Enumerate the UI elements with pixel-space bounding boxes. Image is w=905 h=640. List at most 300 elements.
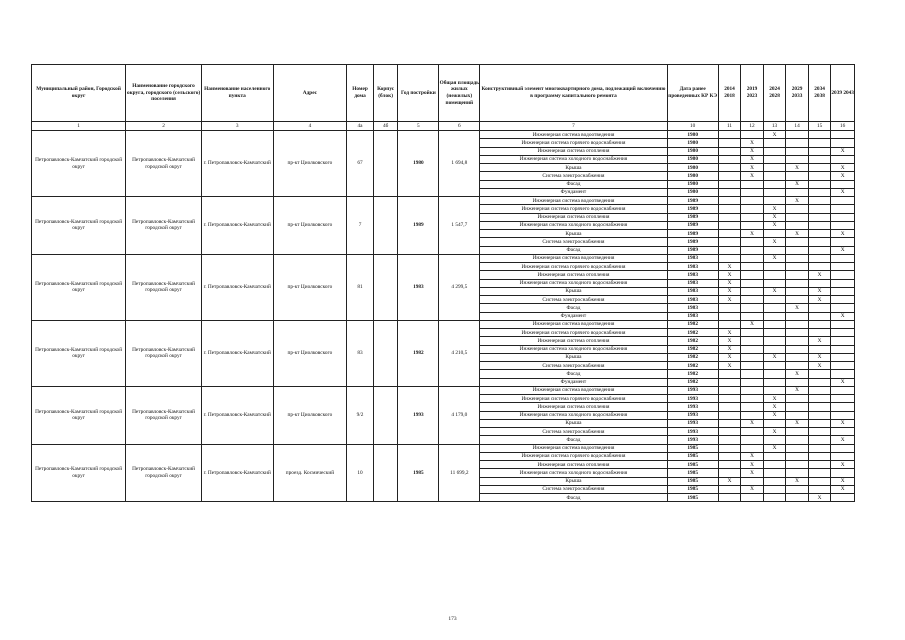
period-mark-cell bbox=[786, 320, 809, 328]
prior-repair-date-cell: 1989 bbox=[667, 230, 718, 238]
period-mark-cell: X bbox=[831, 378, 855, 386]
period-mark-cell bbox=[718, 254, 741, 262]
prior-repair-date-cell: 1993 bbox=[667, 395, 718, 403]
period-mark-cell bbox=[763, 494, 786, 502]
period-mark-cell: X bbox=[763, 444, 786, 452]
period-mark-cell bbox=[741, 263, 764, 271]
period-mark-cell bbox=[763, 461, 786, 469]
column-number: 4б bbox=[373, 122, 398, 131]
element-name-cell: Инженерная система горячего водоснабжения bbox=[480, 139, 667, 147]
table-row bbox=[32, 254, 855, 262]
period-mark-cell bbox=[763, 485, 786, 493]
element-name-cell: Система электроснабжения bbox=[480, 238, 667, 246]
element-name-cell: Инженерная система водоотведения bbox=[480, 320, 667, 328]
element-name-cell: Инженерная система горячего водоснабжения bbox=[480, 329, 667, 337]
period-mark-cell bbox=[786, 263, 809, 271]
period-mark-cell bbox=[718, 444, 741, 452]
period-mark-cell: X bbox=[741, 164, 764, 172]
table-row bbox=[32, 444, 855, 452]
period-mark-cell bbox=[831, 428, 855, 436]
period-mark-cell bbox=[808, 403, 831, 411]
period-mark-cell: X bbox=[786, 230, 809, 238]
period-mark-cell bbox=[763, 263, 786, 271]
prior-repair-date-cell: 1989 bbox=[667, 205, 718, 213]
period-mark-cell bbox=[786, 296, 809, 304]
period-mark-cell bbox=[808, 188, 831, 196]
period-mark-cell bbox=[831, 304, 855, 312]
period-mark-cell: X bbox=[831, 461, 855, 469]
period-mark-cell bbox=[741, 428, 764, 436]
locality-cell: г. Петропавловск-Камчатский bbox=[201, 131, 273, 197]
period-mark-cell bbox=[831, 386, 855, 394]
address-cell: пр-кт Циолковского bbox=[273, 197, 347, 255]
period-mark-cell bbox=[718, 205, 741, 213]
period-mark-cell bbox=[831, 271, 855, 279]
element-name-cell: Система электроснабжения bbox=[480, 362, 667, 370]
period-mark-cell bbox=[786, 205, 809, 213]
period-mark-cell bbox=[831, 287, 855, 295]
header-cell: Номер дома bbox=[347, 65, 374, 122]
element-name-cell: Инженерная система отопления bbox=[480, 461, 667, 469]
period-mark-cell bbox=[741, 246, 764, 254]
period-mark-cell bbox=[718, 395, 741, 403]
element-name-cell: Инженерная система водоотведения bbox=[480, 197, 667, 205]
period-mark-cell bbox=[808, 263, 831, 271]
period-mark-cell bbox=[831, 370, 855, 378]
prior-repair-date-cell: 1980 bbox=[667, 139, 718, 147]
period-mark-cell bbox=[808, 213, 831, 221]
period-mark-cell: X bbox=[831, 246, 855, 254]
period-mark-cell bbox=[808, 246, 831, 254]
period-mark-cell bbox=[718, 370, 741, 378]
element-name-cell: Фасад bbox=[480, 180, 667, 188]
period-mark-cell bbox=[763, 304, 786, 312]
period-mark-cell bbox=[763, 419, 786, 427]
header-cell: 2024 2028 bbox=[763, 65, 786, 122]
period-mark-cell bbox=[763, 477, 786, 485]
element-name-cell: Инженерная система холодного водоснабжения bbox=[480, 155, 667, 163]
period-mark-cell bbox=[786, 452, 809, 460]
column-number: 7 bbox=[480, 122, 667, 131]
column-number: 3 bbox=[201, 122, 273, 131]
period-mark-cell bbox=[718, 197, 741, 205]
period-mark-cell: X bbox=[718, 279, 741, 287]
period-mark-cell bbox=[808, 312, 831, 320]
district-cell: Петропавловск-Камчатский городской округ bbox=[32, 197, 126, 255]
area-cell: 4 299,5 bbox=[439, 254, 480, 320]
prior-repair-date-cell: 1985 bbox=[667, 494, 718, 502]
address-cell: проезд. Космический bbox=[273, 444, 347, 502]
period-mark-cell: X bbox=[741, 469, 764, 477]
period-mark-cell bbox=[786, 172, 809, 180]
period-mark-cell: X bbox=[831, 230, 855, 238]
period-mark-cell: X bbox=[831, 477, 855, 485]
period-mark-cell bbox=[831, 296, 855, 304]
period-mark-cell bbox=[786, 188, 809, 196]
element-name-cell: Инженерная система отопления bbox=[480, 147, 667, 155]
period-mark-cell: X bbox=[831, 419, 855, 427]
column-number: 4а bbox=[347, 122, 374, 131]
prior-repair-date-cell: 1980 bbox=[667, 164, 718, 172]
element-name-cell: Инженерная система горячего водоснабжения bbox=[480, 263, 667, 271]
column-number: 2 bbox=[126, 122, 202, 131]
period-mark-cell bbox=[808, 452, 831, 460]
period-mark-cell bbox=[786, 312, 809, 320]
locality-cell: г. Петропавловск-Камчатский bbox=[201, 197, 273, 255]
period-mark-cell bbox=[741, 378, 764, 386]
locality-cell: г. Петропавловск-Камчатский bbox=[201, 254, 273, 320]
header-cell: Дата ранее проведенных КР КЭ bbox=[667, 65, 718, 122]
period-mark-cell bbox=[741, 296, 764, 304]
period-mark-cell bbox=[763, 279, 786, 287]
block-cell bbox=[373, 386, 398, 444]
period-mark-cell bbox=[763, 188, 786, 196]
period-mark-cell bbox=[786, 362, 809, 370]
column-number: 10 bbox=[667, 122, 718, 131]
period-mark-cell bbox=[808, 436, 831, 444]
area-cell: 1 694,8 bbox=[439, 131, 480, 197]
period-mark-cell bbox=[741, 221, 764, 229]
period-mark-cell bbox=[763, 147, 786, 155]
period-mark-cell: X bbox=[741, 147, 764, 155]
period-mark-cell bbox=[808, 378, 831, 386]
column-number: 11 bbox=[718, 122, 741, 131]
period-mark-cell bbox=[741, 197, 764, 205]
period-mark-cell bbox=[831, 469, 855, 477]
period-mark-cell bbox=[831, 205, 855, 213]
prior-repair-date-cell: 1982 bbox=[667, 378, 718, 386]
address-cell: пр-кт Циолковского bbox=[273, 320, 347, 386]
period-mark-cell bbox=[808, 320, 831, 328]
period-mark-cell bbox=[831, 403, 855, 411]
period-mark-cell bbox=[741, 477, 764, 485]
period-mark-cell: X bbox=[831, 172, 855, 180]
period-mark-cell bbox=[808, 444, 831, 452]
period-mark-cell: X bbox=[763, 238, 786, 246]
header-cell: 2014 2018 bbox=[718, 65, 741, 122]
period-mark-cell bbox=[786, 411, 809, 419]
period-mark-cell bbox=[808, 180, 831, 188]
header-cell: Общая площадь жилых (нежилых) помещений bbox=[439, 65, 480, 122]
period-mark-cell: X bbox=[741, 452, 764, 460]
column-number: 16 bbox=[831, 122, 855, 131]
period-mark-cell bbox=[808, 428, 831, 436]
period-mark-cell bbox=[741, 188, 764, 196]
period-mark-cell bbox=[741, 131, 764, 139]
period-mark-cell bbox=[808, 205, 831, 213]
period-mark-cell: X bbox=[763, 213, 786, 221]
prior-repair-date-cell: 1983 bbox=[667, 263, 718, 271]
prior-repair-date-cell: 1980 bbox=[667, 155, 718, 163]
locality-cell: г. Петропавловск-Камчатский bbox=[201, 444, 273, 502]
period-mark-cell bbox=[808, 221, 831, 229]
period-mark-cell bbox=[786, 494, 809, 502]
prior-repair-date-cell: 1985 bbox=[667, 469, 718, 477]
prior-repair-date-cell: 1980 bbox=[667, 147, 718, 155]
element-name-cell: Инженерная система горячего водоснабжения bbox=[480, 452, 667, 460]
house-number-cell: 7 bbox=[347, 197, 374, 255]
period-mark-cell bbox=[831, 452, 855, 460]
period-mark-cell: X bbox=[718, 263, 741, 271]
district-cell: Петропавловск-Камчатский городской округ bbox=[32, 131, 126, 197]
period-mark-cell bbox=[808, 172, 831, 180]
period-mark-cell bbox=[763, 197, 786, 205]
period-mark-cell bbox=[741, 238, 764, 246]
period-mark-cell: X bbox=[741, 419, 764, 427]
area-cell: 4 179,0 bbox=[439, 386, 480, 444]
block-cell bbox=[373, 131, 398, 197]
table-row bbox=[32, 131, 855, 139]
prior-repair-date-cell: 1982 bbox=[667, 337, 718, 345]
period-mark-cell bbox=[718, 131, 741, 139]
prior-repair-date-cell: 1993 bbox=[667, 419, 718, 427]
period-mark-cell bbox=[763, 329, 786, 337]
prior-repair-date-cell: 1985 bbox=[667, 477, 718, 485]
capital-repair-table bbox=[31, 64, 855, 502]
period-mark-cell bbox=[718, 139, 741, 147]
period-mark-cell: X bbox=[831, 147, 855, 155]
period-mark-cell bbox=[741, 444, 764, 452]
period-mark-cell: X bbox=[786, 419, 809, 427]
period-mark-cell bbox=[718, 221, 741, 229]
header-cell: 2034 2038 bbox=[808, 65, 831, 122]
period-mark-cell bbox=[741, 329, 764, 337]
element-name-cell: Фасад bbox=[480, 370, 667, 378]
prior-repair-date-cell: 1989 bbox=[667, 238, 718, 246]
period-mark-cell bbox=[718, 494, 741, 502]
area-cell: 1 547,7 bbox=[439, 197, 480, 255]
period-mark-cell bbox=[808, 461, 831, 469]
district-cell: Петропавловск-Камчатский городской округ bbox=[32, 444, 126, 502]
column-number: 15 bbox=[808, 122, 831, 131]
element-name-cell: Крыша bbox=[480, 353, 667, 361]
prior-repair-date-cell: 1982 bbox=[667, 362, 718, 370]
prior-repair-date-cell: 1993 bbox=[667, 428, 718, 436]
house-number-cell: 10 bbox=[347, 444, 374, 502]
period-mark-cell bbox=[718, 172, 741, 180]
period-mark-cell bbox=[831, 444, 855, 452]
element-name-cell: Фасад bbox=[480, 436, 667, 444]
period-mark-cell bbox=[718, 312, 741, 320]
period-mark-cell bbox=[831, 254, 855, 262]
prior-repair-date-cell: 1993 bbox=[667, 436, 718, 444]
period-mark-cell: X bbox=[786, 304, 809, 312]
period-mark-cell bbox=[786, 254, 809, 262]
locality-cell: г. Петропавловск-Камчатский bbox=[201, 320, 273, 386]
period-mark-cell: X bbox=[763, 411, 786, 419]
period-mark-cell bbox=[786, 131, 809, 139]
page-number: 173 bbox=[448, 616, 457, 622]
prior-repair-date-cell: 1983 bbox=[667, 304, 718, 312]
prior-repair-date-cell: 1993 bbox=[667, 411, 718, 419]
element-name-cell: Инженерная система холодного водоснабжения bbox=[480, 279, 667, 287]
period-mark-cell bbox=[786, 139, 809, 147]
area-cell: 4 210,5 bbox=[439, 320, 480, 386]
period-mark-cell bbox=[831, 139, 855, 147]
period-mark-cell bbox=[831, 395, 855, 403]
period-mark-cell bbox=[718, 213, 741, 221]
header-cell: Конструктивный элемент многоквартирного дома, подлежащий включению в программу капитального ремонта bbox=[480, 65, 667, 122]
period-mark-cell bbox=[763, 246, 786, 254]
period-mark-cell: X bbox=[741, 230, 764, 238]
period-mark-cell: X bbox=[808, 494, 831, 502]
period-mark-cell: X bbox=[741, 155, 764, 163]
settlement-cell: Петропавловск-Камчатский городской округ bbox=[126, 131, 202, 197]
element-name-cell: Крыша bbox=[480, 419, 667, 427]
column-number: 1 bbox=[32, 122, 126, 131]
period-mark-cell bbox=[718, 452, 741, 460]
period-mark-cell bbox=[741, 494, 764, 502]
header-cell: Адрес bbox=[273, 65, 347, 122]
period-mark-cell bbox=[808, 164, 831, 172]
period-mark-cell bbox=[763, 370, 786, 378]
period-mark-cell bbox=[718, 403, 741, 411]
period-mark-cell bbox=[786, 395, 809, 403]
element-name-cell: Система электроснабжения bbox=[480, 428, 667, 436]
settlement-cell: Петропавловск-Камчатский городской округ bbox=[126, 320, 202, 386]
period-mark-cell: X bbox=[763, 131, 786, 139]
settlement-cell: Петропавловск-Камчатский городской округ bbox=[126, 444, 202, 502]
element-name-cell: Инженерная система отопления bbox=[480, 337, 667, 345]
period-mark-cell bbox=[763, 452, 786, 460]
period-mark-cell bbox=[786, 428, 809, 436]
period-mark-cell: X bbox=[718, 337, 741, 345]
period-mark-cell bbox=[718, 147, 741, 155]
prior-repair-date-cell: 1980 bbox=[667, 172, 718, 180]
period-mark-cell: X bbox=[718, 477, 741, 485]
prior-repair-date-cell: 1980 bbox=[667, 188, 718, 196]
period-mark-cell bbox=[763, 230, 786, 238]
element-name-cell: Крыша bbox=[480, 164, 667, 172]
period-mark-cell: X bbox=[786, 197, 809, 205]
period-mark-cell: X bbox=[831, 485, 855, 493]
period-mark-cell bbox=[808, 329, 831, 337]
period-mark-cell bbox=[831, 238, 855, 246]
period-mark-cell bbox=[786, 403, 809, 411]
column-number: 14 bbox=[786, 122, 809, 131]
prior-repair-date-cell: 1993 bbox=[667, 386, 718, 394]
element-name-cell: Крыша bbox=[480, 287, 667, 295]
period-mark-cell bbox=[763, 139, 786, 147]
period-mark-cell: X bbox=[763, 287, 786, 295]
period-mark-cell: X bbox=[718, 271, 741, 279]
period-mark-cell bbox=[786, 147, 809, 155]
period-mark-cell: X bbox=[763, 403, 786, 411]
period-mark-cell bbox=[718, 485, 741, 493]
element-name-cell: Инженерная система водоотведения bbox=[480, 254, 667, 262]
period-mark-cell bbox=[763, 386, 786, 394]
year-built-cell: 1982 bbox=[398, 320, 439, 386]
settlement-cell: Петропавловск-Камчатский городской округ bbox=[126, 254, 202, 320]
element-name-cell: Фундамент bbox=[480, 378, 667, 386]
prior-repair-date-cell: 1983 bbox=[667, 287, 718, 295]
period-mark-cell bbox=[786, 461, 809, 469]
element-name-cell: Инженерная система горячего водоснабжения bbox=[480, 395, 667, 403]
element-name-cell: Фасад bbox=[480, 304, 667, 312]
period-mark-cell bbox=[831, 155, 855, 163]
period-mark-cell: X bbox=[786, 477, 809, 485]
period-mark-cell bbox=[741, 362, 764, 370]
prior-repair-date-cell: 1989 bbox=[667, 246, 718, 254]
period-mark-cell: X bbox=[741, 320, 764, 328]
block-cell bbox=[373, 444, 398, 502]
period-mark-cell: X bbox=[718, 296, 741, 304]
period-mark-cell bbox=[808, 147, 831, 155]
prior-repair-date-cell: 1983 bbox=[667, 254, 718, 262]
period-mark-cell bbox=[741, 353, 764, 361]
period-mark-cell bbox=[718, 238, 741, 246]
period-mark-cell bbox=[718, 230, 741, 238]
period-mark-cell bbox=[786, 436, 809, 444]
element-name-cell: Инженерная система горячего водоснабжения bbox=[480, 205, 667, 213]
period-mark-cell bbox=[831, 197, 855, 205]
period-mark-cell bbox=[741, 271, 764, 279]
address-cell: пр-кт Циолковского bbox=[273, 386, 347, 444]
period-mark-cell: X bbox=[763, 395, 786, 403]
period-mark-cell: X bbox=[763, 221, 786, 229]
period-mark-cell bbox=[718, 469, 741, 477]
column-number: 4 bbox=[273, 122, 347, 131]
prior-repair-date-cell: 1982 bbox=[667, 370, 718, 378]
period-mark-cell: X bbox=[831, 164, 855, 172]
period-mark-cell bbox=[831, 263, 855, 271]
header-cell: 2029 2033 bbox=[786, 65, 809, 122]
element-name-cell: Крыша bbox=[480, 230, 667, 238]
prior-repair-date-cell: 1985 bbox=[667, 444, 718, 452]
column-number: 6 bbox=[439, 122, 480, 131]
prior-repair-date-cell: 1985 bbox=[667, 461, 718, 469]
period-mark-cell: X bbox=[763, 254, 786, 262]
period-mark-cell: X bbox=[741, 485, 764, 493]
element-name-cell: Система электроснабжения bbox=[480, 485, 667, 493]
period-mark-cell bbox=[786, 213, 809, 221]
period-mark-cell bbox=[741, 304, 764, 312]
period-mark-cell bbox=[786, 238, 809, 246]
period-mark-cell bbox=[831, 131, 855, 139]
period-mark-cell bbox=[718, 304, 741, 312]
prior-repair-date-cell: 1983 bbox=[667, 279, 718, 287]
column-number: 12 bbox=[741, 122, 764, 131]
period-mark-cell: X bbox=[718, 362, 741, 370]
period-mark-cell: X bbox=[808, 362, 831, 370]
period-mark-cell bbox=[763, 296, 786, 304]
period-mark-cell bbox=[741, 370, 764, 378]
period-mark-cell bbox=[831, 180, 855, 188]
period-mark-cell: X bbox=[831, 312, 855, 320]
settlement-cell: Петропавловск-Камчатский городской округ bbox=[126, 386, 202, 444]
period-mark-cell bbox=[808, 386, 831, 394]
period-mark-cell: X bbox=[718, 345, 741, 353]
period-mark-cell bbox=[831, 362, 855, 370]
header-cell: Муниципальный район, Городской округ bbox=[32, 65, 126, 122]
year-built-cell: 1983 bbox=[398, 254, 439, 320]
element-name-cell: Инженерная система холодного водоснабжения bbox=[480, 345, 667, 353]
period-mark-cell: X bbox=[808, 337, 831, 345]
element-name-cell: Крыша bbox=[480, 477, 667, 485]
element-name-cell: Инженерная система водоотведения bbox=[480, 386, 667, 394]
period-mark-cell bbox=[831, 221, 855, 229]
period-mark-cell: X bbox=[786, 164, 809, 172]
period-mark-cell bbox=[763, 320, 786, 328]
period-mark-cell bbox=[718, 155, 741, 163]
period-mark-cell: X bbox=[786, 370, 809, 378]
period-mark-cell bbox=[718, 428, 741, 436]
period-mark-cell bbox=[808, 485, 831, 493]
column-number-row bbox=[32, 122, 855, 131]
period-mark-cell bbox=[718, 188, 741, 196]
period-mark-cell: X bbox=[763, 353, 786, 361]
element-name-cell: Фундамент bbox=[480, 188, 667, 196]
